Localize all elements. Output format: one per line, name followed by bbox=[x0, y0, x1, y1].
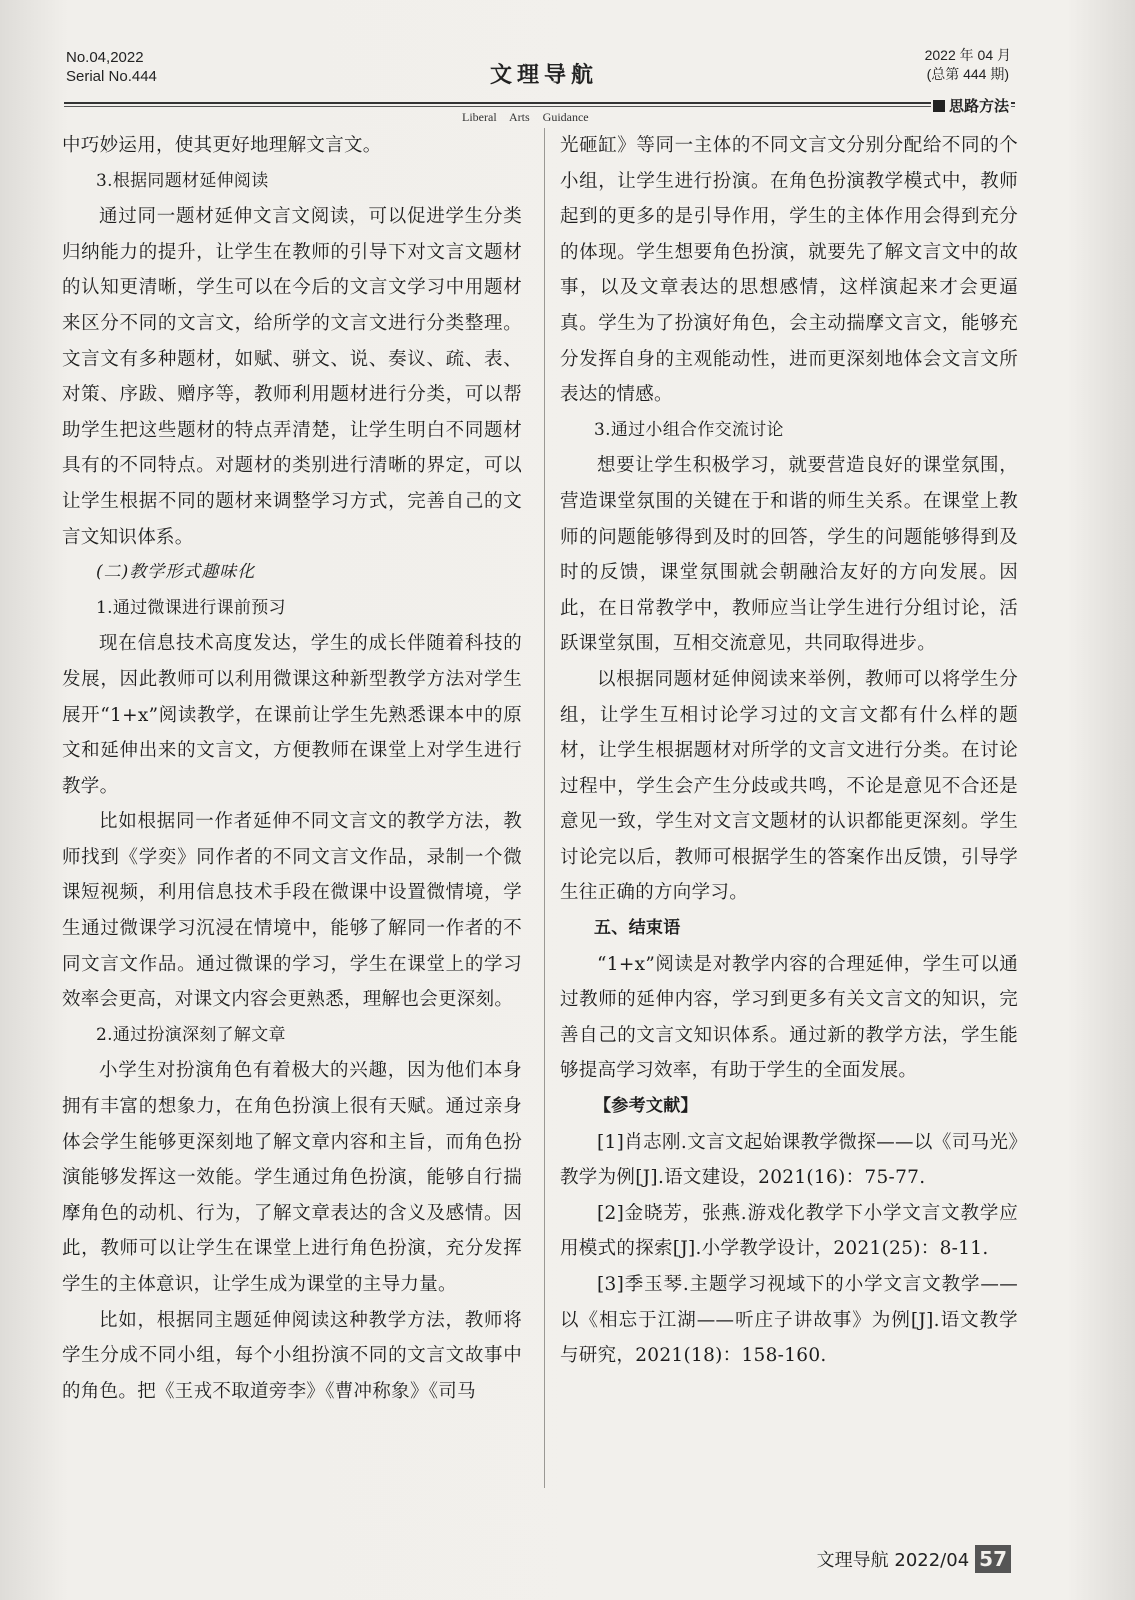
reference-item: [1]肖志刚.文言文起始课教学微探——以《司马光》教学为例[J].语文建设，2021(16)：75-77. bbox=[560, 1131, 1018, 1189]
references-heading: 【参考文献】 bbox=[594, 1096, 698, 1117]
section-heading: 五、结束语 bbox=[594, 918, 681, 939]
header-rule bbox=[64, 102, 1015, 104]
subsection-heading: 2.通过扮演深刻了解文章 bbox=[96, 1024, 286, 1045]
header-rule-thin bbox=[64, 106, 1015, 107]
reference-item: [3]季玉琴.主题学习视域下的小学文言文教学——以《相忘于江湖——听庄子讲故事》为例[J].语文教学与研究，2021(18)：158-160. bbox=[560, 1274, 1018, 1367]
paragraph: 想要让学生积极学习，就要营造良好的课堂氛围，营造课堂氛围的关键在于和谐的师生关系。在课堂上教师的问题能够得到及时的回答，学生的问题能够得到及时的反馈，课堂氛围就会朝融洽友好的方向发展。因此，在日常教学中，教师应当让学生进行分组讨论，活跃课堂氛围，互相交流意见，共同取得进步。 bbox=[560, 455, 1018, 655]
issue-number: No.04,2022 bbox=[66, 49, 144, 66]
left-column bbox=[62, 128, 522, 1409]
date-cn: 2022 年 04 月 bbox=[924, 47, 1011, 63]
journal-title: 文理导航 bbox=[490, 62, 599, 88]
right-column bbox=[560, 128, 1018, 1374]
paragraph: 比如根据同一作者延伸不同文言文的教学方法，教师找到《学奕》同作者的不同文言文作品，录制一个微课短视频，利用信息技术手段在微课中设置微情境，学生通过微课学习沉浸在情境中，能够了解同一作者的不同文言文作品。通过微课的学习，学生在课堂上的学习效率会更高，对课文内容会更熟悉，理解也会更深刻。 bbox=[62, 811, 522, 1011]
paragraph: 光砸缸》等同一主体的不同文言文分别分配给不同的个小组，让学生进行扮演。在角色扮演教学模式中，教师起到的更多的是引导作用，学生的主体作用会得到充分的体现。学生想要角色扮演，就要先了解文言文中的故事，以及文章表达的思想感情，这样演起来才会更逼真。学生为了扮演好角色，会主动揣摩文言文，能够充分发挥自身的主观能动性，进而更深刻地体会文言文所表达的情感。 bbox=[560, 135, 1018, 406]
paragraph: 通过同一题材延伸文言文阅读，可以促进学生分类归纳能力的提升，让学生在教师的引导下对文言文题材的认知更清晰，学生可以在今后的文言文学习中用题材来区分不同的文言文，给所学的文言文进行分类整理。文言文有多种题材，如赋、骈文、说、奏议、疏、表、对策、序跋、赠序等，教师利用题材进行分类，可以帮助学生把这些题材的特点弄清楚，让学生明白不同题材具有的不同特点。对题材的类别进行清晰的界定，可以让学生根据不同的题材来调整学习方式，完善自己的文言文知识体系。 bbox=[62, 206, 522, 548]
issue-info bbox=[66, 48, 157, 86]
subsection-heading: 1.通过微课进行课前预习 bbox=[96, 597, 286, 618]
paragraph: 现在信息技术高度发达，学生的成长伴随着科技的发展，因此教师可以利用微课这种新型教学方法对学生展开“1+x”阅读教学，在课前让学生先熟悉课本中的原文和延伸出来的文言文，方便教师在课堂上对学生进行教学。 bbox=[62, 633, 522, 797]
paragraph: 中巧妙运用，使其更好地理解文言文。 bbox=[62, 135, 382, 156]
paragraph: “1+x”阅读是对教学内容的合理延伸，学生可以通过教师的延伸内容，学习到更多有关文言文的知识，完善自己的文言文知识体系。通过新的教学方法，学生能够提高学习效率，有助于学生的全面发展。 bbox=[560, 953, 1018, 1082]
subsection-heading: 3.根据同题材延伸阅读 bbox=[96, 170, 269, 191]
total-issue: (总第 444 期) bbox=[926, 66, 1010, 82]
reference-item: [2]金晓芳，张燕.游戏化教学下小学文言文教学应用模式的探索[J].小学教学设计，2021(25)：8-11. bbox=[560, 1202, 1018, 1260]
page-footer bbox=[817, 1545, 1011, 1573]
section-name: 思路方法 bbox=[948, 97, 1009, 115]
subsection-heading: 3.通过小组合作交流讨论 bbox=[594, 419, 784, 440]
square-icon bbox=[933, 100, 945, 112]
paragraph: 比如，根据同主题延伸阅读这种教学方法，教师将学生分成不同小组，每个小组扮演不同的文言文故事中的角色。把《王戎不取道旁李》《曹冲称象》《司马 bbox=[62, 1309, 522, 1402]
column-divider bbox=[544, 128, 545, 1488]
paragraph: 小学生对扮演角色有着极大的兴趣，因为他们本身拥有丰富的想象力，在角色扮演上很有天赋。通过亲身体会学生能够更深刻地了解文章内容和主旨，而角色扮演能够发挥这一效能。学生通过角色扮演，能够自行揣摩角色的动机、行为，了解文章表达的含义及感情。因此，教师可以让学生在课堂上进行角色扮演，充分发挥学生的主体意识，让学生成为课堂的主导力量。 bbox=[62, 1060, 522, 1295]
footer-journal: 文理导航 2022/04 bbox=[816, 1550, 970, 1571]
issue-date bbox=[925, 46, 1011, 84]
page-number: 57 bbox=[975, 1545, 1011, 1573]
journal-subtitle: Liberal Arts Guidance bbox=[462, 110, 589, 124]
paragraph: 以根据同题材延伸阅读来举例，教师可以将学生分组，让学生互相讨论学习过的文言文都有什么样的题材，让学生根据题材对所学的文言文进行分类。在讨论过程中，学生会产生分歧或共鸣，不论是意见不合还是意见一致，学生对文言文题材的认识都能更深刻。学生讨论完以后，教师可根据学生的答案作出反馈，引导学生往正确的方向学习。 bbox=[560, 668, 1018, 904]
serial-number: Serial No.444 bbox=[66, 68, 157, 85]
section-heading: (二)教学形式趣味化 bbox=[96, 562, 256, 583]
section-label bbox=[931, 95, 1011, 116]
